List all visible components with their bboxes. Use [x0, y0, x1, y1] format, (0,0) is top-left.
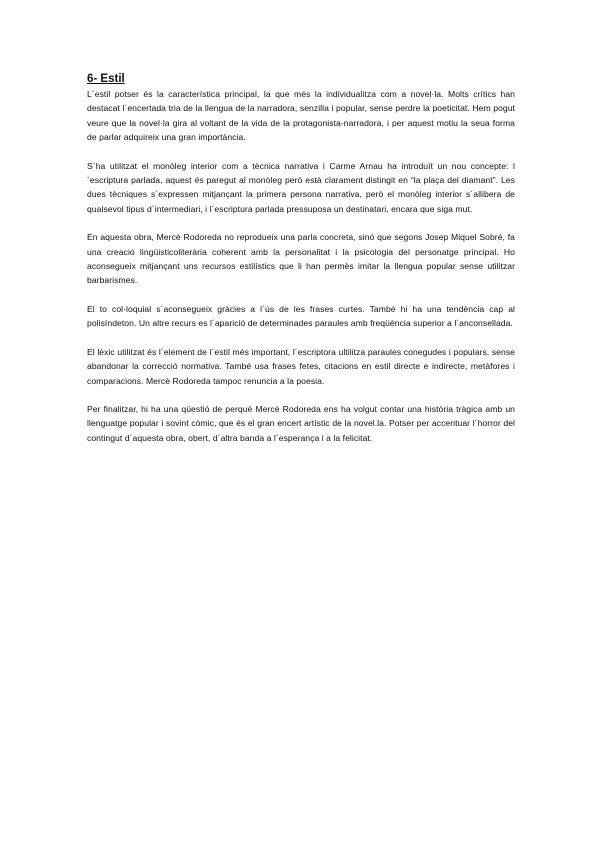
paragraph-estil-intro: L´estil potser és la característica principal, la que més la individualitza com a novel·la. Molts crítics han destacat l´encertada tria de la llengua de la narradora, senzilla i popular, sense perdre la poeticitat. Hem pogut veure que la novel·la gira al voltant de la vida de la protagonista-narradora, i per aquest motiu la seua forma de parlar adquireix una gran importància. — [87, 89, 515, 143]
paragraph-creacio-linguistica: En aquesta obra, Mercè Rodoreda no reprodueix una parla concreta, sinó que segons Josep Miquel Sobré, fa una creació lingüisticoliterària coherent amb la personalitat i la psicologia del personatge principal. Ho aconsegueix mitjançant uns recursos estilístics que li han permès imitar la llengua popular sense utilitzar barbarismes. — [87, 232, 515, 286]
paragraph-lexic: El lèxic utilitzat és l´element de l´estil més important, l´escriptora ultilitza paraules conegudes i populars, sense abandonar la correcció normativa. També usa frases fetes, citacions en estil directe e indirecte, metàfores i comparacions. Mercè Rodoreda tampoc renuncia a la poesia. — [87, 346, 515, 386]
paragraph-to-colloquial: El to col·loquial s´aconsegueix gràcies a l´ús de les frases curtes. També hi ha una tendència cap al polisíndeton. Un altre recurs es l´aparició de determinades paraules amb freqüència superior a l´anconsellada. — [87, 303, 515, 329]
section-heading: 6- Estil — [87, 73, 125, 85]
paragraph-monoleg-interior: S´ha utilitzat el monòleg interior com a tècnica narrativa i Carme Arnau ha introduït un nou concepte: l´escriptura parlada, aquest és paregut al monòleg però està clarament distingit en “la plaça del diamant”. Les dues tècniques s´expressen mitjançant la primera persona narrativa, però el monòleg interior s´allibera de qualsevol tipus d´intermediari, i l´escriptura parlada pressuposa un destinatari, encara que siga mut. — [87, 160, 515, 214]
document-body — [87, 72, 515, 459]
paragraph-conclusio: Per finalitzar, hi ha una qüestió de perquè Mercè Rodoreda ens ha volgut contar una història tràgica amb un llenguatge popular i sovint còmic, que és el gran encert artístic de la novel.la. Potser per accentuar l´horror del contingut d´aquesta obra, obert, d´altra banda a l´esperança i a la felicitat. — [87, 403, 515, 443]
